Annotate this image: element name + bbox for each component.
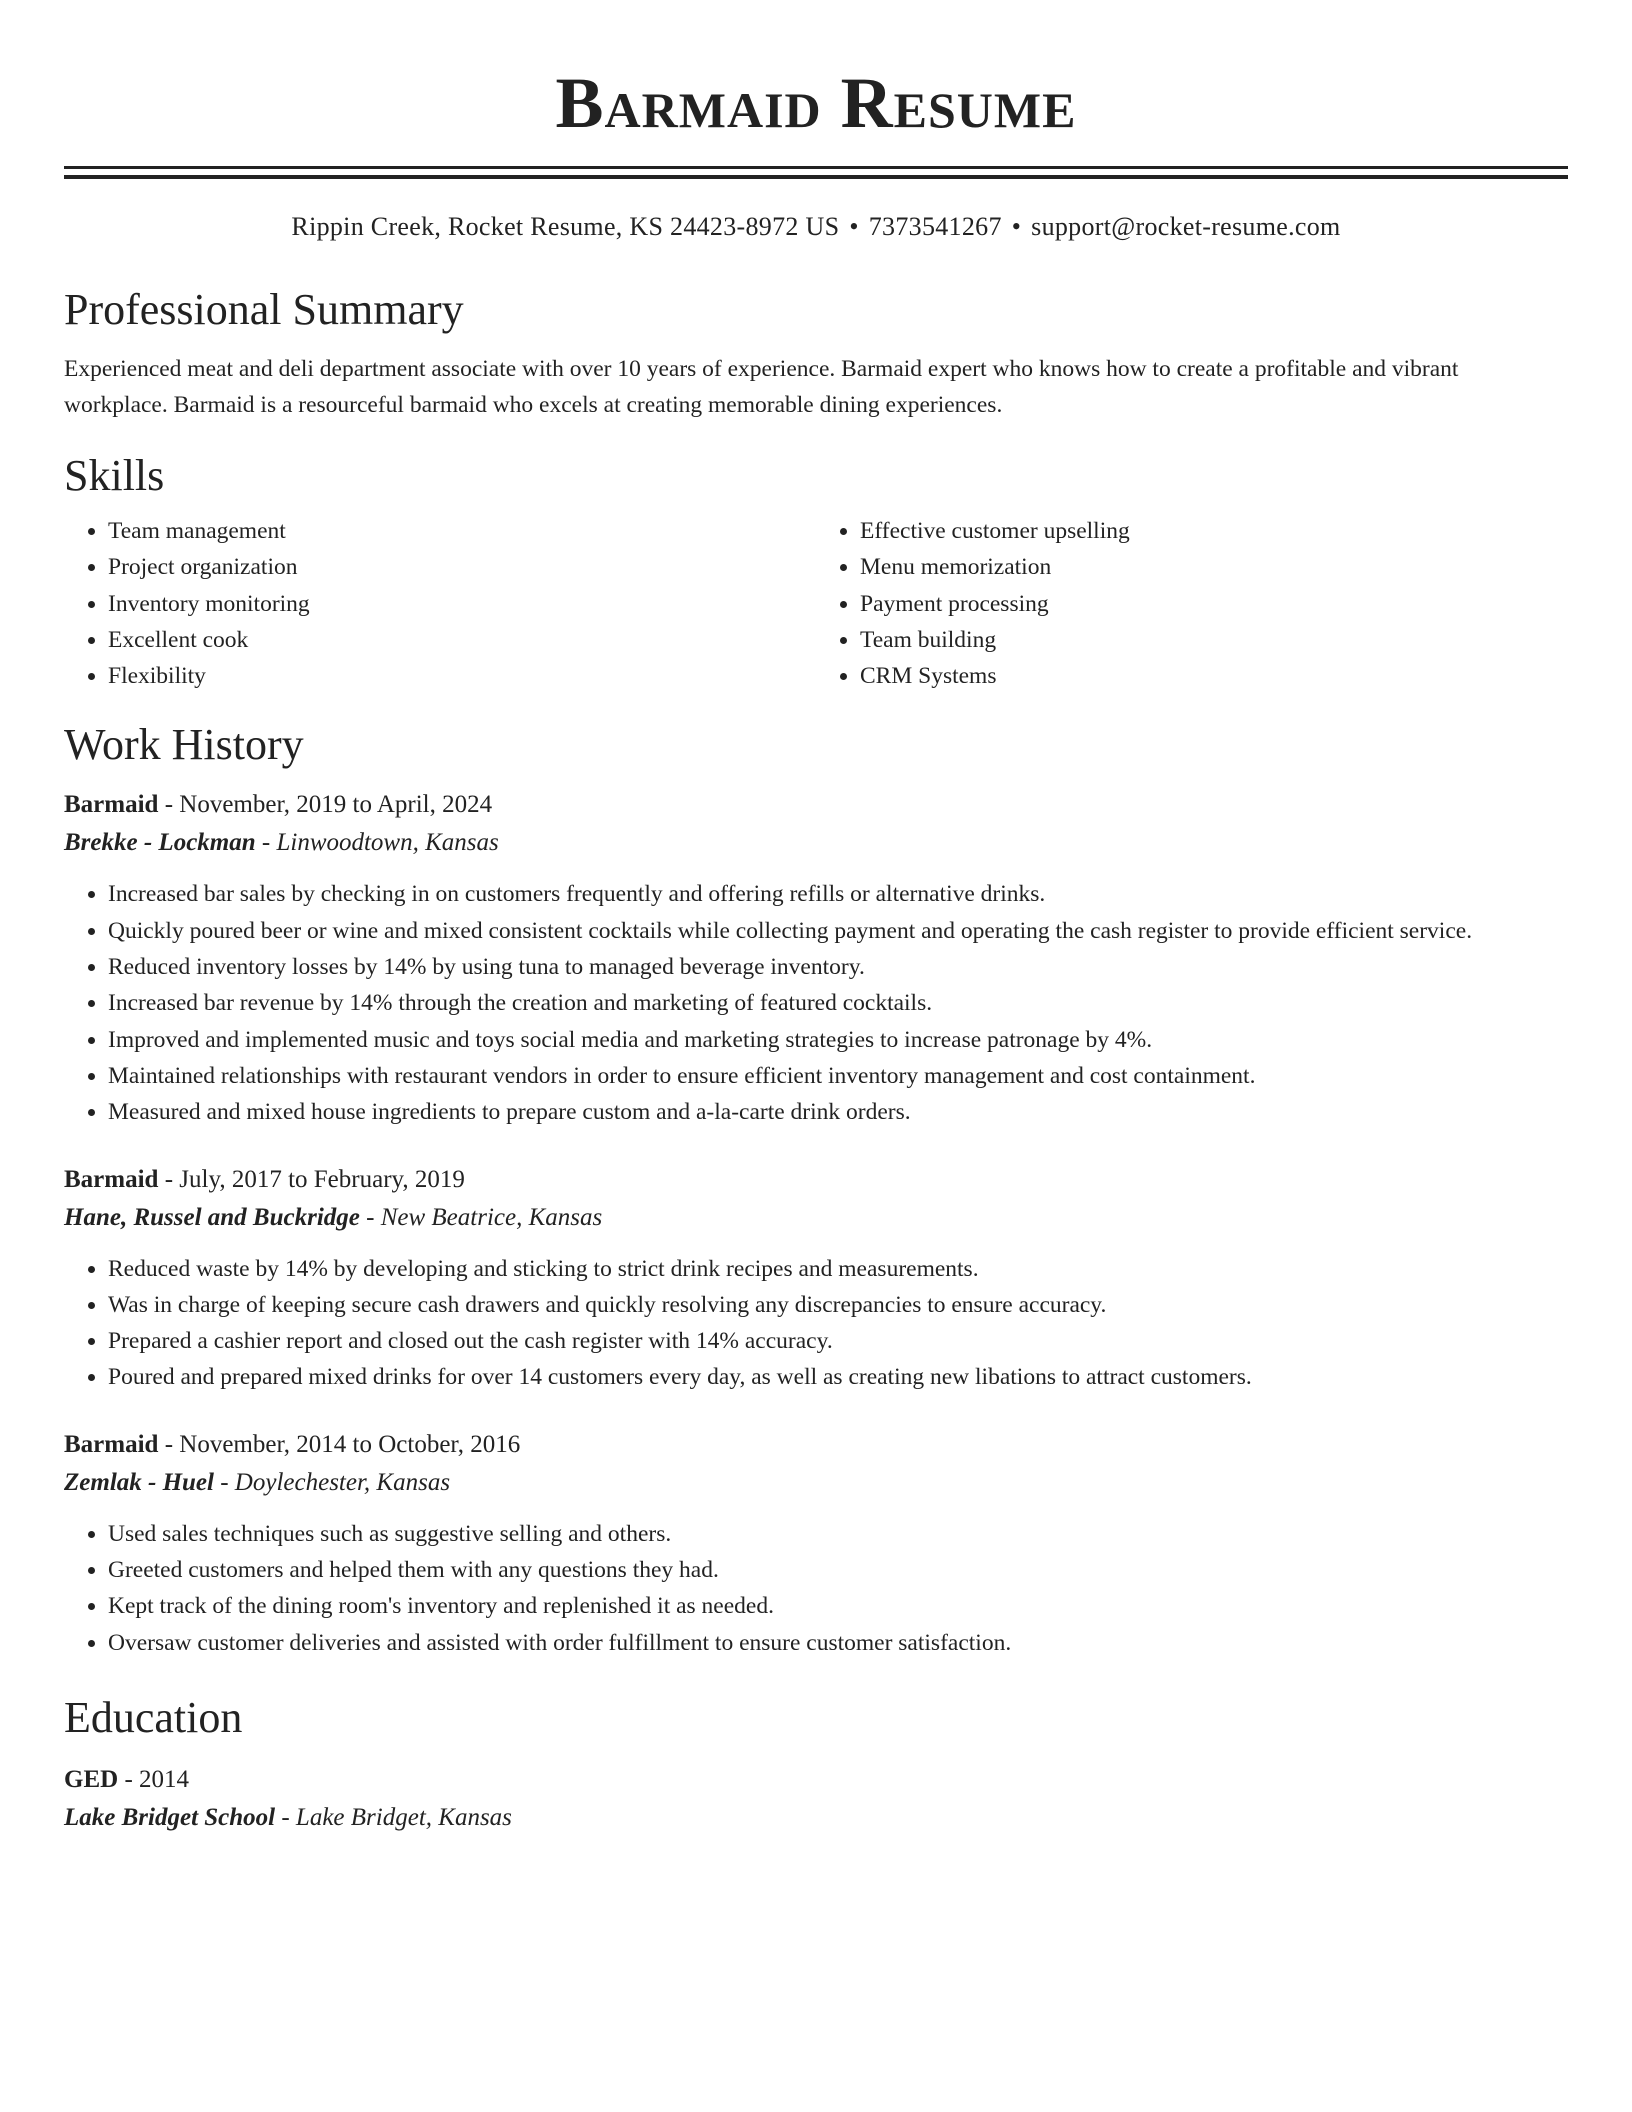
- job-role: Barmaid: [64, 1165, 159, 1193]
- job-company: Zemlak - Huel: [64, 1468, 214, 1496]
- section-heading-skills: Skills: [64, 451, 165, 500]
- job-bullet: • Improved and implemented music and toys social media and marketing strategies to increase patronage by 4%.: [108, 1022, 1568, 1058]
- job-bullet: • Oversaw customer deliveries and assisted with order fulfillment to ensure customer satisfaction.: [108, 1625, 1568, 1661]
- skill-item: • Project organization: [108, 549, 816, 585]
- job-company-line: [64, 1199, 1568, 1237]
- skill-item: • Effective customer upselling: [860, 513, 1568, 549]
- job-entry: [64, 1426, 1568, 1661]
- job-location: - Doylechester, Kansas: [213, 1468, 451, 1496]
- education-degree-line: [64, 1761, 1568, 1799]
- job-bullet: • Measured and mixed house ingredients to prepare custom and a-la-carte drink orders.: [108, 1094, 1568, 1130]
- skill-item: • CRM Systems: [860, 658, 1568, 694]
- job-dates: - November, 2014 to October, 2016: [158, 1430, 521, 1458]
- skill-item: • Menu memorization: [860, 549, 1568, 585]
- skill-item: • Payment processing: [860, 586, 1568, 622]
- summary-text: Experienced meat and deli department associate with over 10 years of experience. Barmaid expert who knows how to create a profitable and vibrant workplace. Barmaid is a resourceful barmaid who excels at creating memorable dining experiences.: [64, 356, 1459, 418]
- job-bullet: • Greeted customers and helped them with any questions they had.: [108, 1552, 1568, 1588]
- contact-separator: •: [849, 212, 859, 241]
- title-divider-top: [64, 166, 1568, 169]
- skills-column-left: [64, 513, 816, 694]
- section-heading-education: Education: [64, 1692, 243, 1742]
- job-bullet: • Increased bar sales by checking in on customers frequently and offering refills or alternative drinks.: [108, 876, 1568, 912]
- job-bullets: [64, 1516, 1568, 1661]
- job-bullet: • Reduced waste by 14% by developing and sticking to strict drink recipes and measurements.: [108, 1251, 1568, 1287]
- contact-line: [64, 209, 1568, 245]
- section-heading-work-history: Work History: [64, 720, 304, 770]
- job-bullet: • Kept track of the dining room's inventory and replenished it as needed.: [108, 1588, 1568, 1624]
- education-entry: [64, 1761, 1568, 1837]
- job-role: Barmaid: [64, 1430, 159, 1458]
- job-title-line: [64, 786, 1568, 824]
- job-bullet: • Increased bar revenue by 14% through the creation and marketing of featured cocktails.: [108, 985, 1568, 1021]
- job-dates: - November, 2019 to April, 2024: [158, 791, 493, 819]
- skills-column-right: [816, 513, 1568, 694]
- title-divider-bottom: [64, 175, 1568, 179]
- job-bullet: • Reduced inventory losses by 14% by using tuna to managed beverage inventory.: [108, 949, 1568, 985]
- page-title: Barmaid Resume: [555, 63, 1077, 143]
- education-location: - Lake Bridget, Kansas: [275, 1803, 512, 1831]
- job-bullet: • Quickly poured beer or wine and mixed consistent cocktails while collecting payment and operating the cash register to provide efficient service.: [108, 913, 1568, 949]
- job-location: - Linwoodtown, Kansas: [255, 829, 499, 857]
- job-entry: [64, 786, 1568, 1130]
- job-dates: - July, 2017 to February, 2019: [158, 1165, 465, 1193]
- job-title-line: [64, 1426, 1568, 1464]
- skill-item: • Flexibility: [108, 658, 816, 694]
- job-bullet: • Maintained relationships with restaurant vendors in order to ensure efficient inventory management and cost containment.: [108, 1058, 1568, 1094]
- section-heading-summary: Professional Summary: [64, 285, 464, 334]
- education-school-line: [64, 1799, 1568, 1837]
- job-title-line: [64, 1161, 1568, 1199]
- job-role: Barmaid: [64, 791, 159, 819]
- education-degree: GED: [64, 1765, 119, 1793]
- job-bullets: [64, 1251, 1568, 1396]
- job-bullets: [64, 876, 1568, 1130]
- job-bullet: • Was in charge of keeping secure cash drawers and quickly resolving any discrepancies to ensure accuracy.: [108, 1287, 1568, 1323]
- education-school: Lake Bridget School: [64, 1803, 276, 1831]
- skill-item: • Team building: [860, 622, 1568, 658]
- job-entry: [64, 1161, 1568, 1396]
- skills-list: [64, 513, 1568, 694]
- contact-address: Rippin Creek, Rocket Resume, KS 24423-8972 US: [291, 212, 840, 241]
- skill-item: • Team management: [108, 513, 816, 549]
- contact-phone: 7373541267: [868, 212, 1002, 241]
- job-company: Hane, Russel and Buckridge: [64, 1203, 360, 1231]
- job-bullet: • Used sales techniques such as suggestive selling and others.: [108, 1516, 1568, 1552]
- job-bullet: • Prepared a cashier report and closed out the cash register with 14% accuracy.: [108, 1323, 1568, 1359]
- education-year: - 2014: [118, 1765, 190, 1793]
- job-location: - New Beatrice, Kansas: [359, 1203, 603, 1231]
- job-bullet: • Poured and prepared mixed drinks for over 14 customers every day, as well as creating new libations to attract customers.: [108, 1359, 1568, 1395]
- skill-item: • Inventory monitoring: [108, 586, 816, 622]
- contact-separator: •: [1011, 212, 1022, 241]
- job-company-line: [64, 1464, 1568, 1502]
- job-company: Brekke - Lockman: [64, 829, 256, 857]
- contact-email: support@rocket-resume.com: [1031, 212, 1341, 241]
- skill-item: • Excellent cook: [108, 622, 816, 658]
- job-company-line: [64, 824, 1568, 862]
